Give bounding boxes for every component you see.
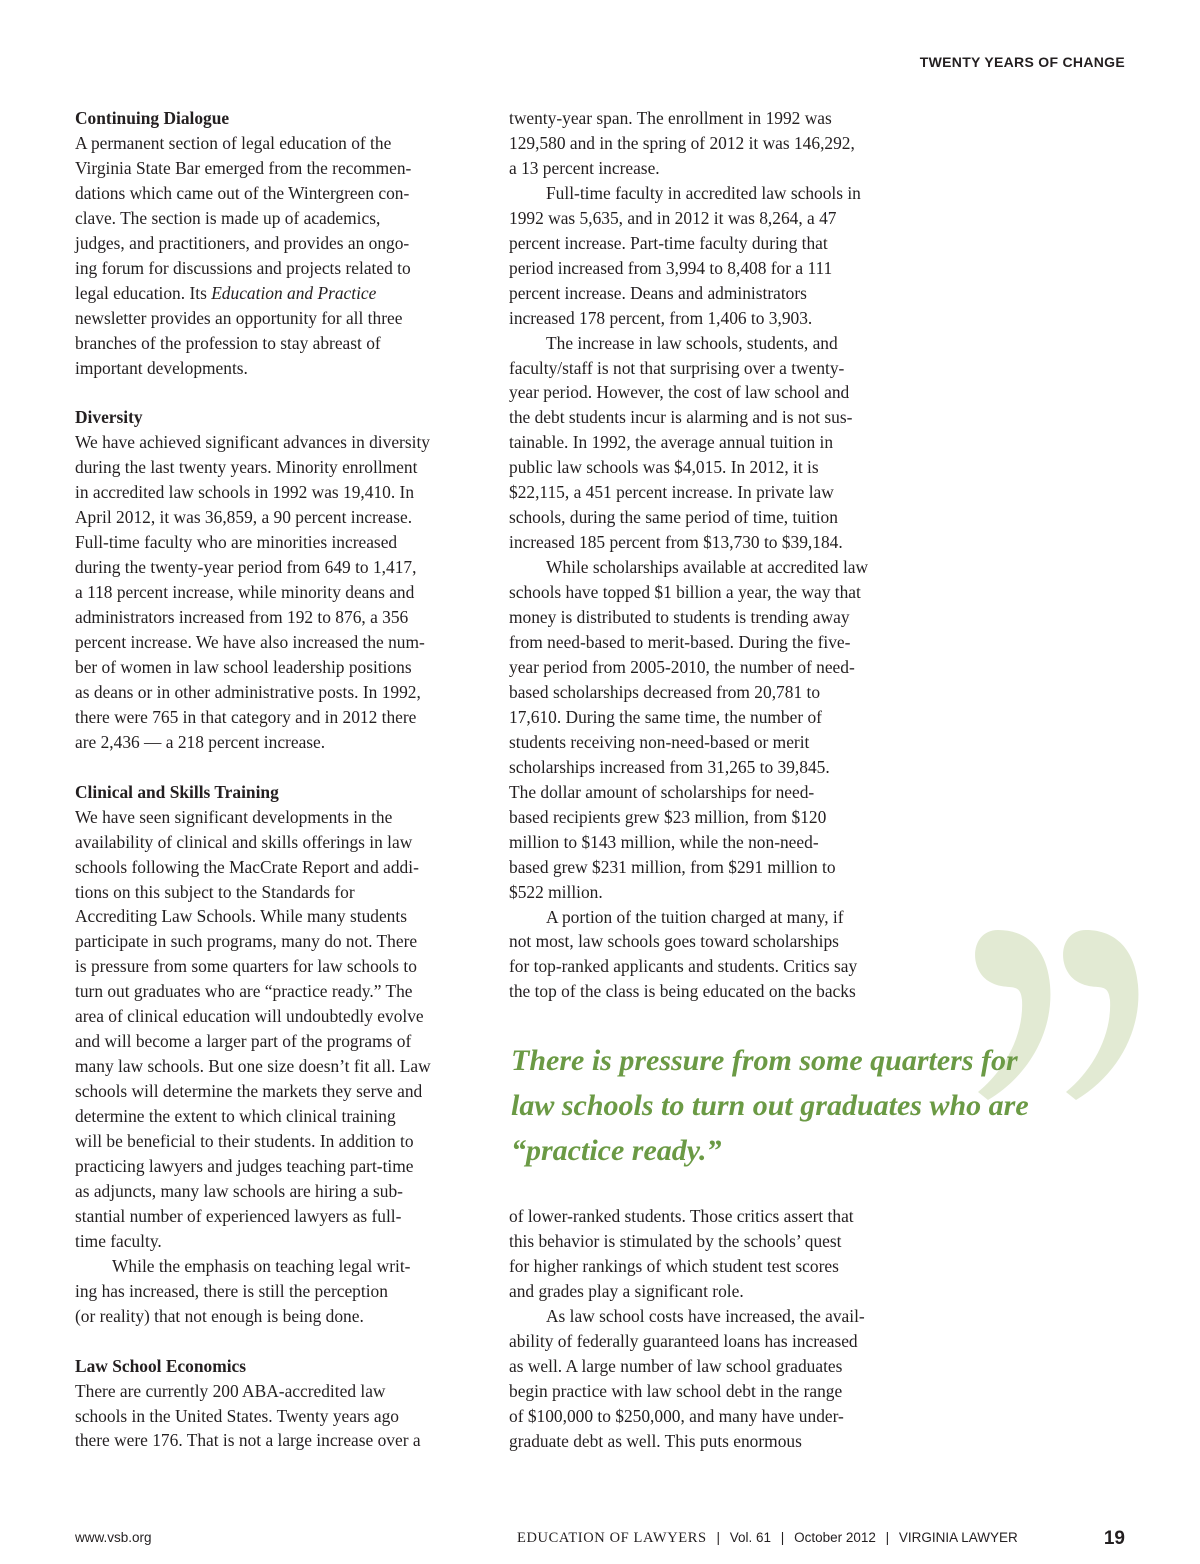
text-line: this behavior is stimulated by the schools’ quest xyxy=(509,1230,842,1251)
text-fragment: legal education. Its xyxy=(75,282,212,303)
text-line: 17,610. During the same time, the number of xyxy=(509,706,822,727)
text-line: newsletter provides an opportunity for all three xyxy=(75,307,403,328)
text-line: Full-time faculty in accredited law schools in xyxy=(546,182,861,203)
footer-publication-info xyxy=(517,1530,1018,1547)
text-line: of $100,000 to $250,000, and many have under- xyxy=(509,1405,844,1426)
text-line: ing forum for discussions and projects related to xyxy=(75,257,411,278)
text-line: as deans or in other administrative posts. In 1992, xyxy=(75,681,421,702)
text-line: begin practice with law school debt in the range xyxy=(509,1380,843,1401)
publication-section: EDUCATION OF LAWYERS xyxy=(517,1530,707,1546)
text-line: for top-ranked applicants and students. Critics say xyxy=(509,956,858,977)
clinical-paragraph xyxy=(75,805,475,1254)
issue-date: October 2012 xyxy=(794,1530,876,1545)
loans-paragraph xyxy=(509,1304,909,1454)
text-line: period increased from 3,994 to 8,408 for a 111 xyxy=(509,257,833,278)
text-line: not most, law schools goes toward scholarships xyxy=(509,931,839,952)
economics-paragraph xyxy=(75,1379,475,1454)
text-line: for higher rankings of which student test scores xyxy=(509,1255,839,1276)
text-line: twenty-year span. The enrollment in 1992 was xyxy=(509,108,832,128)
text-line: and grades play a significant role. xyxy=(509,1280,744,1301)
text-line: A portion of the tuition charged at many, if xyxy=(546,906,844,927)
section-heading-law-school-economics: Law School Economics xyxy=(75,1355,247,1376)
text-line: stantial number of experienced lawyers as full- xyxy=(75,1205,402,1226)
text-line: tainable. In 1992, the average annual tuition in xyxy=(509,432,834,453)
text-line: public law schools was $4,015. In 2012, it is xyxy=(509,457,819,478)
text-line: April 2012, it was 36,859, a 90 percent increase. xyxy=(75,507,413,528)
page-number: 19 xyxy=(1103,1528,1125,1549)
text-line: dations which came out of the Wintergreen con- xyxy=(75,182,410,203)
text-line: and will become a larger part of the programs of xyxy=(75,1031,412,1052)
text-line: as adjuncts, many law schools are hiring a sub- xyxy=(75,1180,403,1201)
text-line: scholarships increased from 31,265 to 39,845. xyxy=(509,756,830,777)
cost-paragraph xyxy=(509,331,909,556)
text-line: Full-time faculty who are minorities increased xyxy=(75,532,398,553)
text-line: participate in such programs, many do not. There xyxy=(75,931,418,952)
text-line: are 2,436 — a 218 percent increase. xyxy=(75,731,326,752)
text-line: of lower-ranked students. Those critics assert that xyxy=(509,1206,854,1226)
text-line: percent increase. We have also increased the num- xyxy=(75,632,425,652)
text-line: a 118 percent increase, while minority deans and xyxy=(75,582,415,603)
text-line: The increase in law schools, students, and xyxy=(546,332,838,353)
text-line: tions on this subject to the Standards for xyxy=(75,881,355,902)
text-line: branches of the profession to stay abreast of xyxy=(75,332,381,353)
text-line: We have seen significant developments in the xyxy=(75,806,393,827)
text-line: there were 765 in that category and in 2012 there xyxy=(75,706,417,727)
text-line: based grew $231 million, from $291 million to xyxy=(509,856,836,877)
text-line: important developments. xyxy=(75,357,248,378)
text-line: there were 176. That is not a large increase over a xyxy=(75,1430,421,1451)
text-line: students receiving non-need-based or merit xyxy=(509,731,810,752)
text-line: based scholarships decreased from 20,781 to xyxy=(509,681,821,702)
text-line: will be beneficial to their students. In addition to xyxy=(75,1131,414,1152)
right-column-top xyxy=(509,106,909,1004)
page-footer xyxy=(0,1528,1200,1552)
text-line: percent increase. Part-time faculty during that xyxy=(509,232,828,253)
text-line: graduate debt as well. This puts enormous xyxy=(509,1430,802,1451)
tuition-scholarship-paragraph xyxy=(509,905,909,1005)
text-line: as well. A large number of law school graduates xyxy=(509,1355,843,1376)
pull-quote xyxy=(511,1038,1091,1173)
footer-separator: | xyxy=(780,1530,785,1545)
text-line: judges, and practitioners, and provides an ongo- xyxy=(75,232,410,253)
section-heading-continuing-dialogue: Continuing Dialogue xyxy=(75,108,230,128)
right-column-bottom xyxy=(509,1204,909,1454)
text-line: A permanent section of legal education of the xyxy=(75,132,392,153)
text-line: $522 million. xyxy=(509,881,603,902)
text-line: turn out graduates who are “practice ready.” The xyxy=(75,981,413,1002)
text-line: 1992 was 5,635, and in 2012 it was 8,264, a 47 xyxy=(509,207,837,228)
text-line: many law schools. But one size doesn’t fit all. Law xyxy=(75,1056,431,1077)
text-line: the debt students incur is alarming and is not sus- xyxy=(509,407,853,428)
text-line: increased 178 percent, from 1,406 to 3,903. xyxy=(509,307,813,328)
left-column xyxy=(75,106,475,1453)
text-line: administrators increased from 192 to 876, a 356 xyxy=(75,607,409,628)
text-line: year period from 2005-2010, the number of need- xyxy=(509,656,855,677)
text-line: is pressure from some quarters for law schools to xyxy=(75,956,417,977)
text-line: schools will determine the markets they serve and xyxy=(75,1081,423,1102)
pull-quote-line: There is pressure from some quarters for xyxy=(511,1044,1018,1077)
section-heading-clinical-skills: Clinical and Skills Training xyxy=(75,781,279,802)
newsletter-title: Education and Practice xyxy=(211,282,377,303)
text-line: clave. The section is made up of academics, xyxy=(75,207,381,228)
text-line: schools have topped $1 billion a year, the way that xyxy=(509,582,861,603)
pull-quote-line: “practice ready.” xyxy=(511,1134,722,1167)
text-line: $22,115, a 451 percent increase. In private law xyxy=(509,482,834,503)
footer-separator: | xyxy=(716,1530,720,1545)
text-line: schools in the United States. Twenty years ago xyxy=(75,1405,399,1426)
text-line: While the emphasis on teaching legal writ- xyxy=(112,1255,411,1276)
text-line: ber of women in law school leadership positions xyxy=(75,656,412,677)
text-line: The dollar amount of scholarships for need- xyxy=(509,781,815,802)
text-line: time faculty. xyxy=(75,1230,162,1251)
footer-separator: | xyxy=(885,1530,890,1545)
text-line: practicing lawyers and judges teaching part-time xyxy=(75,1156,414,1176)
text-line: Accrediting Law Schools. While many students xyxy=(75,906,407,927)
text-line: availability of clinical and skills offerings in law xyxy=(75,831,413,852)
text-line: There are currently 200 ABA-accredited law xyxy=(75,1380,386,1401)
text-line: Virginia State Bar emerged from the recommen- xyxy=(75,157,412,178)
text-line: from need-based to merit-based. During the five- xyxy=(509,632,851,653)
text-line: increased 185 percent from $13,730 to $39,184. xyxy=(509,532,843,553)
text-line-with-italic xyxy=(75,281,475,306)
continuing-dialogue-paragraph xyxy=(75,131,475,381)
text-line: money is distributed to students is trending away xyxy=(509,607,850,628)
text-line: We have achieved significant advances in diversity xyxy=(75,432,430,453)
text-line: the top of the class is being educated on the backs xyxy=(509,981,856,1002)
critics-paragraph xyxy=(509,1204,909,1304)
scholarships-paragraph xyxy=(509,555,909,904)
diversity-paragraph xyxy=(75,430,475,754)
text-line: year period. However, the cost of law school and xyxy=(509,382,850,403)
text-line: ing has increased, there is still the perception xyxy=(75,1280,388,1301)
text-line: faculty/staff is not that surprising over a twenty- xyxy=(509,357,845,378)
section-heading-diversity: Diversity xyxy=(75,407,143,428)
text-line: schools following the MacCrate Report and addi- xyxy=(75,856,419,877)
text-line: in accredited law schools in 1992 was 19,410. In xyxy=(75,482,415,503)
text-line: million to $143 million, while the non-need- xyxy=(509,831,819,852)
text-line: determine the extent to which clinical training xyxy=(75,1106,396,1127)
text-line: 129,580 and in the spring of 2012 it was 146,292, xyxy=(509,132,855,153)
running-header-title: TWENTY YEARS OF CHANGE xyxy=(919,54,1125,70)
text-line: percent increase. Deans and administrators xyxy=(509,282,807,303)
clinical-paragraph-2 xyxy=(75,1254,475,1329)
text-line: As law school costs have increased, the avail- xyxy=(546,1305,865,1326)
volume: Vol. 61 xyxy=(729,1530,772,1545)
text-line: based recipients grew $23 million, from $120 xyxy=(509,806,827,827)
text-line: schools, during the same period of time, tuition xyxy=(509,507,838,528)
text-line: a 13 percent increase. xyxy=(509,157,660,178)
faculty-paragraph xyxy=(509,181,909,331)
text-line: (or reality) that not enough is being done. xyxy=(75,1305,364,1326)
text-line: during the last twenty years. Minority enrollment xyxy=(75,457,418,478)
magazine-title: VIRGINIA LAWYER xyxy=(898,1530,1018,1545)
text-line: during the twenty-year period from 649 to 1,417, xyxy=(75,557,417,578)
enrollment-paragraph xyxy=(509,106,909,181)
text-line: area of clinical education will undoubtedly evolve xyxy=(75,1006,424,1027)
text-line: While scholarships available at accredited law xyxy=(546,557,869,578)
text-line: ability of federally guaranteed loans has increased xyxy=(509,1330,858,1351)
pull-quote-line: law schools to turn out graduates who are xyxy=(511,1089,1029,1122)
website-url: www.vsb.org xyxy=(75,1530,152,1545)
